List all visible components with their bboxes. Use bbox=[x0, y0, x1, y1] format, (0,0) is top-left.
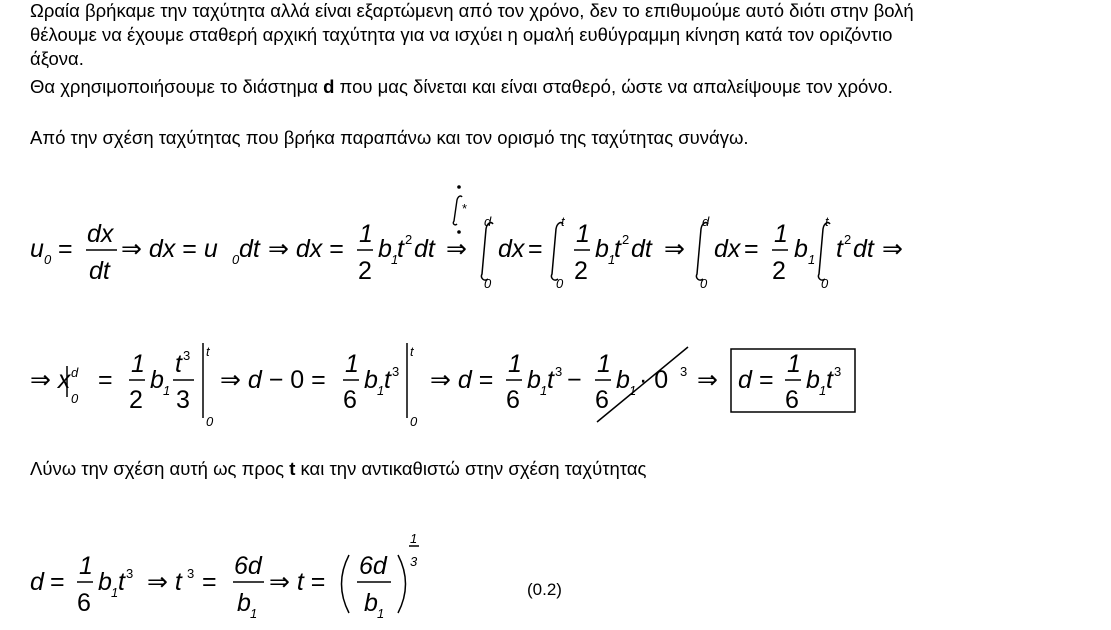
svg-text:t: t bbox=[614, 235, 621, 263]
svg-text:3: 3 bbox=[834, 364, 842, 379]
svg-text:t: t bbox=[561, 214, 565, 229]
svg-text:6: 6 bbox=[77, 589, 91, 617]
text-span: Θα χρησιμοποιήσουμε το διάστημα bbox=[30, 76, 324, 97]
svg-text:1: 1 bbox=[576, 220, 590, 248]
svg-text:1: 1 bbox=[391, 252, 399, 267]
svg-text:0: 0 bbox=[71, 391, 79, 406]
svg-text:t: t bbox=[836, 235, 843, 263]
svg-text:b: b bbox=[378, 235, 392, 263]
svg-text:=: = bbox=[759, 366, 774, 394]
svg-text:=: = bbox=[50, 568, 65, 596]
svg-text:t: t bbox=[397, 235, 404, 263]
svg-text:0: 0 bbox=[232, 252, 240, 267]
svg-text:dx: dx bbox=[87, 220, 114, 248]
equation-number: (0.2) bbox=[527, 580, 562, 599]
svg-text:d: d bbox=[71, 365, 79, 380]
svg-text:dx: dx bbox=[714, 235, 741, 263]
svg-text:3: 3 bbox=[410, 554, 418, 569]
svg-text:⇒ t: ⇒ t bbox=[147, 568, 182, 596]
svg-text:dt: dt bbox=[853, 235, 874, 263]
svg-text:d: d bbox=[702, 214, 710, 229]
svg-text:t: t bbox=[547, 366, 554, 394]
svg-text:t: t bbox=[410, 344, 414, 359]
svg-text:3: 3 bbox=[126, 566, 134, 581]
svg-text:1: 1 bbox=[250, 606, 258, 621]
svg-text:0: 0 bbox=[44, 252, 52, 267]
text-span: Λύνω την σχέση αυτή ως προς bbox=[30, 458, 290, 479]
svg-text:3: 3 bbox=[183, 348, 191, 363]
svg-text:2: 2 bbox=[772, 257, 786, 285]
paragraph-line: θέλουμε να έχουμε σταθερή αρχική ταχύτητα για να ισχύει η ομαλή ευθύγραμμη κίνηση κατά τον οριζόντιο bbox=[30, 24, 893, 45]
svg-text:b: b bbox=[364, 589, 378, 617]
svg-text:1: 1 bbox=[774, 220, 788, 248]
svg-text:1: 1 bbox=[540, 383, 548, 398]
svg-text:3: 3 bbox=[187, 566, 195, 581]
svg-text:2: 2 bbox=[405, 232, 413, 247]
bold-variable: t bbox=[289, 458, 296, 479]
svg-text:t: t bbox=[826, 366, 833, 394]
svg-text:1: 1 bbox=[359, 220, 373, 248]
svg-text:t: t bbox=[118, 568, 125, 596]
svg-text:t: t bbox=[206, 344, 210, 359]
svg-text:1: 1 bbox=[345, 350, 359, 378]
svg-text:t: t bbox=[384, 366, 391, 394]
svg-text:b: b bbox=[237, 589, 251, 617]
svg-text:6d: 6d bbox=[359, 552, 387, 580]
svg-text:1: 1 bbox=[819, 383, 827, 398]
svg-text:b: b bbox=[595, 235, 609, 263]
svg-text:1: 1 bbox=[629, 383, 637, 398]
svg-text:3: 3 bbox=[555, 364, 563, 379]
svg-text:dt: dt bbox=[89, 257, 110, 285]
paragraph-line: Από την σχέση ταχύτητας που βρήκα παραπάνω και τον ορισμό της ταχύτητας συνάγω. bbox=[30, 127, 749, 148]
svg-text:1: 1 bbox=[377, 383, 385, 398]
svg-text:d: d bbox=[484, 214, 492, 229]
svg-text:1: 1 bbox=[163, 383, 171, 398]
svg-text:6: 6 bbox=[343, 386, 357, 414]
svg-text:⇒: ⇒ bbox=[664, 235, 685, 263]
svg-text:1: 1 bbox=[79, 552, 93, 580]
svg-text:6: 6 bbox=[595, 386, 609, 414]
svg-text:⇒ dx =: ⇒ dx = bbox=[268, 235, 344, 263]
svg-text:6: 6 bbox=[785, 386, 799, 414]
svg-text:1: 1 bbox=[787, 350, 801, 378]
svg-text:1: 1 bbox=[508, 350, 522, 378]
svg-text:b: b bbox=[806, 366, 820, 394]
svg-text:2: 2 bbox=[622, 232, 630, 247]
svg-text:dt: dt bbox=[414, 235, 435, 263]
svg-text:0: 0 bbox=[206, 414, 214, 429]
svg-text:0: 0 bbox=[700, 276, 708, 291]
svg-text:1: 1 bbox=[808, 252, 816, 267]
svg-text:0: 0 bbox=[484, 276, 492, 291]
svg-text:3: 3 bbox=[680, 364, 688, 379]
svg-text:t: t bbox=[175, 350, 182, 378]
svg-text:d: d bbox=[30, 568, 44, 596]
svg-text:⇒: ⇒ bbox=[446, 235, 467, 263]
svg-text:=: = bbox=[528, 235, 543, 263]
svg-text:b: b bbox=[794, 235, 808, 263]
svg-text:⇒ t =: ⇒ t = bbox=[269, 568, 326, 596]
svg-text:1: 1 bbox=[377, 606, 385, 621]
svg-text:· 0: · 0 bbox=[639, 366, 669, 394]
svg-text:1: 1 bbox=[597, 350, 611, 378]
svg-text:⇒: ⇒ bbox=[882, 235, 903, 263]
text-span: που μας δίνεται και είναι σταθερό, ώστε να απαλείψουμε τον χρόνο. bbox=[334, 76, 893, 97]
svg-text:b: b bbox=[616, 366, 630, 394]
svg-text:b: b bbox=[527, 366, 541, 394]
svg-text:2: 2 bbox=[129, 386, 143, 414]
svg-text:b: b bbox=[364, 366, 378, 394]
svg-text:u: u bbox=[30, 235, 44, 263]
svg-text:⇒ d − 0 =: ⇒ d − 0 = bbox=[220, 366, 326, 394]
svg-text:⇒ dx = u: ⇒ dx = u bbox=[121, 235, 218, 263]
svg-text:dt: dt bbox=[631, 235, 652, 263]
svg-text:b: b bbox=[150, 366, 164, 394]
svg-text:6: 6 bbox=[506, 386, 520, 414]
svg-text:1: 1 bbox=[131, 350, 145, 378]
svg-text:=: = bbox=[58, 235, 73, 263]
svg-text:dx: dx bbox=[498, 235, 525, 263]
svg-text:t: t bbox=[825, 214, 829, 229]
svg-text:b: b bbox=[98, 568, 112, 596]
svg-text:=: = bbox=[744, 235, 759, 263]
svg-text:=: = bbox=[98, 366, 113, 394]
bold-variable: d bbox=[323, 76, 335, 97]
svg-text:dt: dt bbox=[239, 235, 260, 263]
svg-text:d: d bbox=[738, 366, 752, 394]
svg-text:0: 0 bbox=[410, 414, 418, 429]
svg-text:3: 3 bbox=[392, 364, 400, 379]
svg-text:2: 2 bbox=[574, 257, 588, 285]
svg-text:1: 1 bbox=[608, 252, 616, 267]
svg-text:*: * bbox=[462, 201, 468, 216]
svg-text:3: 3 bbox=[176, 386, 190, 414]
svg-text:⇒: ⇒ bbox=[697, 366, 718, 394]
svg-text:2: 2 bbox=[844, 232, 852, 247]
svg-text:⇒ x: ⇒ x bbox=[30, 366, 71, 394]
svg-text:1: 1 bbox=[111, 585, 119, 600]
text-span: και την αντικαθιστώ στην σχέση ταχύτητας bbox=[295, 458, 647, 479]
svg-text:=: = bbox=[202, 568, 217, 596]
paragraph-line: άξονα. bbox=[30, 48, 84, 69]
svg-text:⇒ d =: ⇒ d = bbox=[430, 366, 494, 394]
svg-text:1: 1 bbox=[410, 531, 418, 546]
svg-text:6d: 6d bbox=[234, 552, 262, 580]
paragraph-line: Ωραία βρήκαμε την ταχύτητα αλλά είναι εξαρτώμενη από τον χρόνο, δεν το επιθυμούμε αυτό διότι στην βολή bbox=[30, 0, 914, 21]
svg-text:−: − bbox=[567, 366, 582, 394]
svg-text:0: 0 bbox=[821, 276, 829, 291]
svg-text:2: 2 bbox=[358, 257, 372, 285]
svg-text:0: 0 bbox=[556, 276, 564, 291]
